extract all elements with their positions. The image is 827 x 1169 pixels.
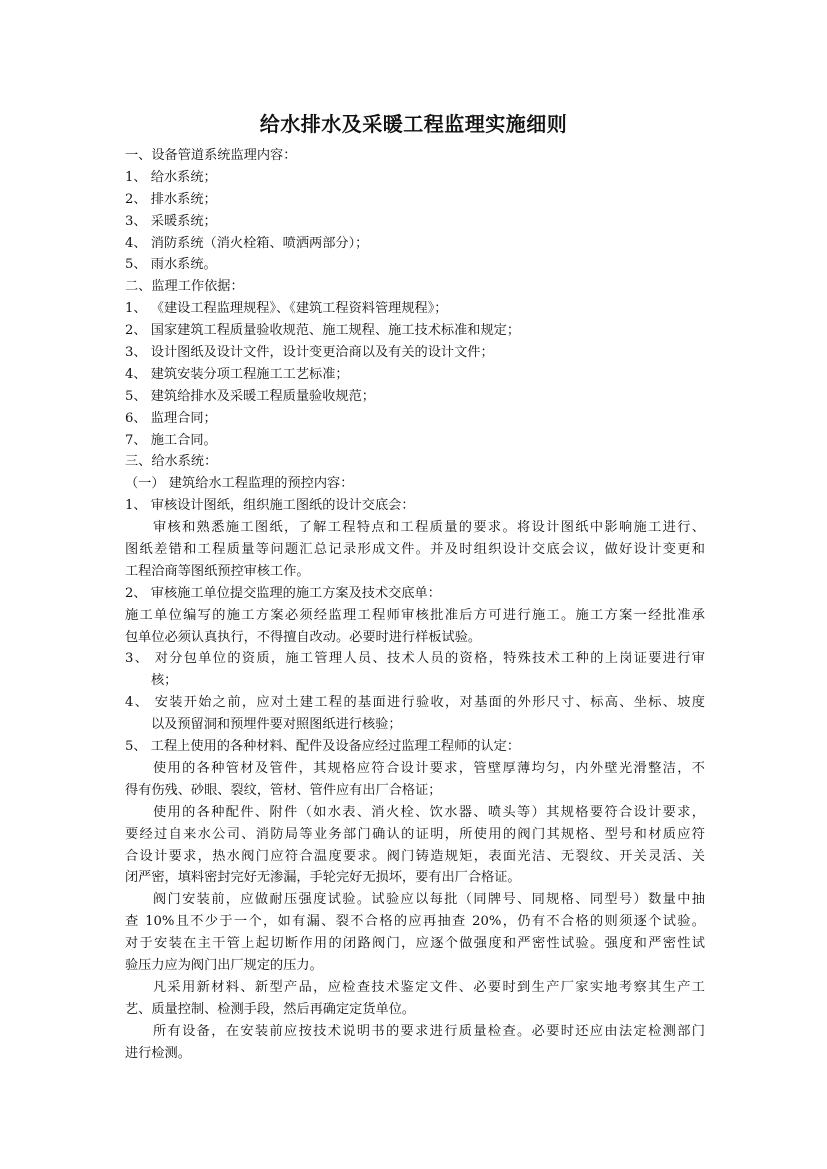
paragraph-line: 凡采用新材料、新型产品，应检查技术鉴定文件、必要时到生产厂家实地考察其生产工 [153,979,705,995]
paragraph-line: 对于安装在主干管上起切断作用的闭路阀门，应逐个做强度和严密性试验。强度和严密性试 [125,936,705,952]
list-item: 4、 安装开始之前，应对土建工程的基面进行验收，对基面的外形尺寸、标高、坐标、坡度 [125,695,705,711]
paragraph-line: 艺、质量控制、检测手段，然后再确定定货单位。 [125,1001,416,1017]
paragraph-line: 闭严密，填料密封完好无渗漏，手轮完好无损坏，要有出厂合格证。 [125,870,521,886]
paragraph-line: 使用的各种配件、附件（如水表、消火栓、饮水器、喷头等）其规格要符合设计要求， [153,804,705,820]
list-item: 6、 监理合同； [125,410,217,426]
list-item: 3、 对分包单位的资质，施工管理人员、技术人员的资格，特殊技术工种的上岗证要进行审 [125,651,705,667]
list-item: 3、 采暖系统； [125,213,217,229]
list-item: 7、 施工合同。 [125,432,217,448]
list-item: 5、 建筑给排水及采暖工程质量验收规范； [125,388,375,404]
paragraph-line: 使用的各种管材及管件，其规格应符合设计要求，管壁厚薄均匀，内外壁光滑整洁，不 [153,760,705,776]
list-item: 2、 国家建筑工程质量验收规范、施工规程、施工技术标准和规定； [125,323,521,339]
section-heading: 一、设备管道系统监理内容： [125,148,297,163]
paragraph-line: 阀门安装前，应做耐压强度试验。试验应以每批（同牌号、同规格、同型号）数量中抽 [153,892,705,908]
list-item: 1、 审核设计图纸，组织施工图纸的设计交底会： [125,498,415,514]
paragraph-line: 合设计要求，热水阀门应符合温度要求。阀门铸造规矩，表面光洁、无裂纹、开关灵活、关 [125,848,705,864]
list-item: 3、 设计图纸及设计文件，设计变更洽商以及有关的设计文件； [125,345,494,361]
paragraph-line: 查 10%且不少于一个，如有漏、裂不合格的应再抽查 20%，仍有不合格的则须逐个试验。 [125,914,705,930]
document-body [125,145,705,1064]
list-item: 2、 审核施工单位提交监理的施工方案及技术交底单： [125,585,441,601]
list-item: 5、 雨水系统。 [125,257,217,273]
list-item: 4、 建筑安装分项工程施工工艺标准； [125,366,349,382]
paragraph-line: 审核和熟悉施工图纸，了解工程特点和工程质量的要求。将设计图纸中影响施工进行、 [153,520,705,536]
section-heading: 三、给水系统： [125,454,218,470]
paragraph-line: 得有伤残、砂眼、裂纹，管材、管件应有出厂合格证； [125,782,442,798]
paragraph-line: 验压力应为阀门出厂规定的压力。 [125,957,323,973]
paragraph-line: 工程洽商等图纸预控审核工作。 [125,563,310,579]
list-item: 1、 给水系统； [125,169,217,185]
paragraph-line: 图纸差错和工程质量等问题汇总记录形成文件。并及时组织设计交底会议，做好设计变更和 [125,542,705,558]
list-item: 1、 《建设工程监理规程》、《建筑工程资料管理规程》； [125,301,448,317]
section-heading: 二、监理工作依据： [125,279,244,295]
paragraph-line: 要经过自来水公司、消防局等业务部门确认的证明，所使用的阀门其规格、型号和材质应符 [125,826,705,842]
paragraph-line: 所有设备，在安装前应按技术说明书的要求进行质量检查。必要时还应由法定检测部门 [153,1023,705,1039]
paragraph-line: 包单位必须认真执行，不得擅自改动。必要时进行样板试验。 [125,629,482,645]
list-item: 4、 消防系统（消火栓箱、喷洒两部分）； [125,235,369,251]
paragraph-line: 施工单位编写的施工方案必须经监理工程师审核批准后方可进行施工。施工方案一经批准承 [125,607,705,623]
document-title: 给水排水及采暖工程监理实施细则 [259,112,568,136]
paragraph-line: 进行检测。 [125,1045,191,1061]
subsection-heading: （一） 建筑给水工程监理的预控内容： [125,476,354,492]
list-item-continuation: 核； [151,673,178,689]
list-item-continuation: 以及预留洞和预埋件要对照图纸进行核验； [151,717,402,733]
list-item: 5、 工程上使用的各种材料、配件及设备应经过监理工程师的认定： [125,739,521,755]
list-item: 2、 排水系统； [125,191,217,207]
